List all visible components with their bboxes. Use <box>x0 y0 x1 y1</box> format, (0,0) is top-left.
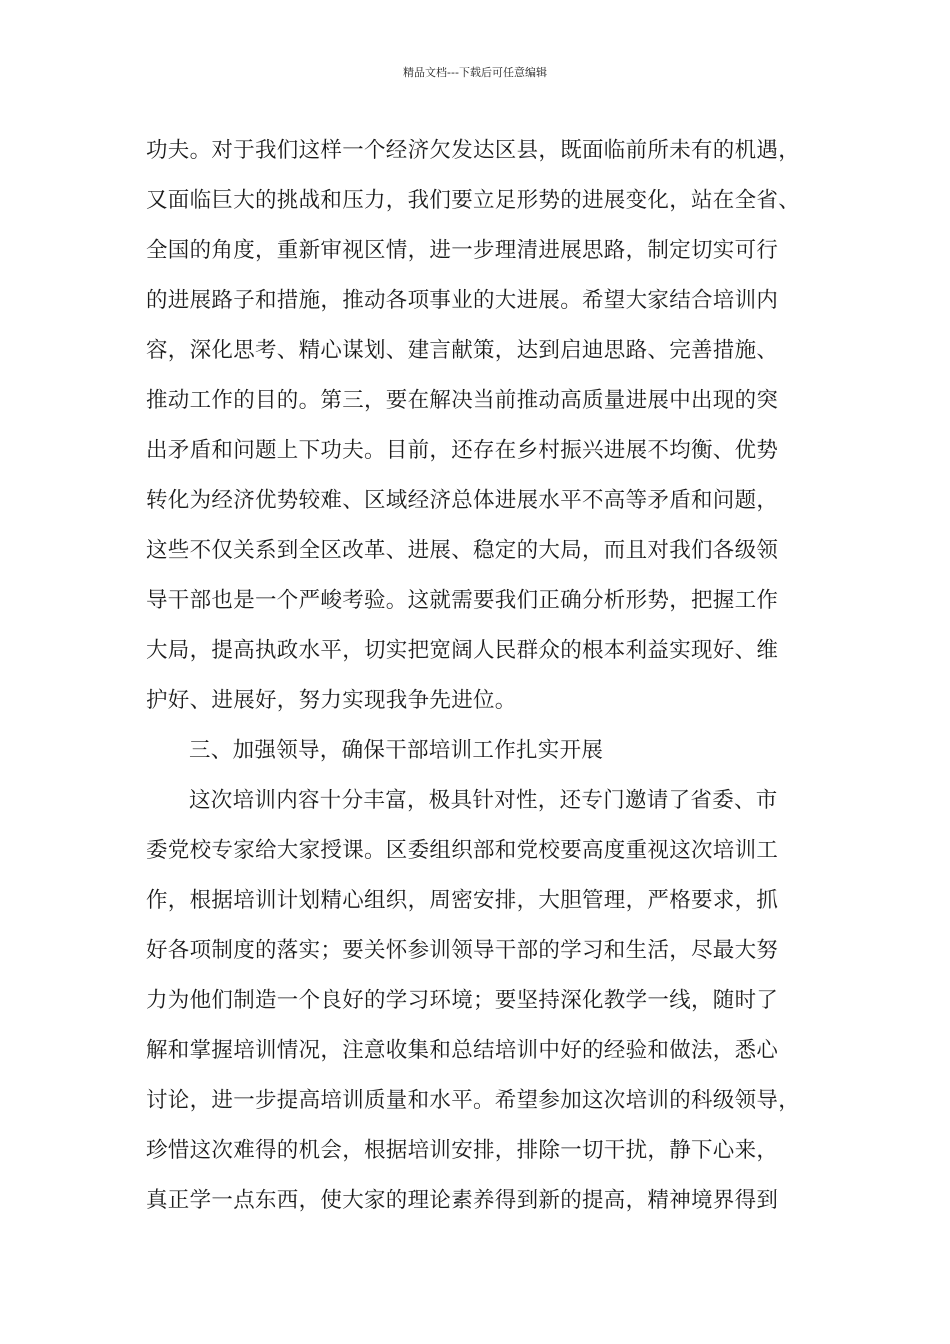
text-line: 的进展路子和措施，推动各项事业的大进展。希望大家结合培训内 <box>146 288 779 313</box>
text-line: 委党校专家给大家授课。区委组织部和党校要高度重视这次培训工 <box>146 838 779 863</box>
text-line: 又面临巨大的挑战和压力，我们要立足形势的进展变化，站在全省、 <box>146 188 801 213</box>
paragraph-first-line: 三、加强领导，确保干部培训工作扎实开展 <box>189 738 604 763</box>
text-line: 推动工作的目的。第三，要在解决当前推动高质量进展中出现的突 <box>146 388 779 413</box>
text-line: 出矛盾和问题上下功夫。目前，还存在乡村振兴进展不均衡、优势 <box>146 438 779 463</box>
text-line: 护好、进展好，努力实现我争先进位。 <box>146 688 517 713</box>
text-line: 转化为经济优势较难、区域经济总体进展水平不高等矛盾和问题， <box>146 488 779 513</box>
document-body <box>146 126 826 1226</box>
text-line: 力为他们制造一个良好的学习环境；要坚持深化教学一线，随时了 <box>146 988 779 1013</box>
text-line: 导干部也是一个严峻考验。这就需要我们正确分析形势，把握工作 <box>146 588 779 613</box>
text-line: 解和掌握培训情况，注意收集和总结培训中好的经验和做法，悉心 <box>146 1038 779 1063</box>
text-line: 大局，提高执政水平，切实把宽阔人民群众的根本利益实现好、维 <box>146 638 779 663</box>
text-line: 全国的角度，重新审视区情，进一步理清进展思路，制定切实可行 <box>146 238 779 263</box>
text-line: 这些不仅关系到全区改革、进展、稳定的大局，而且对我们各级领 <box>146 538 779 563</box>
text-line: 真正学一点东西，使大家的理论素养得到新的提高，精神境界得到 <box>146 1188 779 1213</box>
paragraph-first-line: 这次培训内容十分丰富，极具针对性，还专门邀请了省委、市 <box>189 788 778 813</box>
text-line: 珍惜这次难得的机会，根据培训安排，排除一切干扰，静下心来， <box>146 1138 779 1163</box>
text-line: 容，深化思考、精心谋划、建言献策，达到启迪思路、完善措施、 <box>146 338 779 363</box>
text-line: 作，根据培训计划精心组织，周密安排，大胆管理，严格要求，抓 <box>146 888 779 913</box>
text-line: 功夫。对于我们这样一个经济欠发达区县，既面临前所未有的机遇， <box>146 138 801 163</box>
text-line: 讨论，进一步提高培训质量和水平。希望参加这次培训的科级领导， <box>146 1088 801 1113</box>
text-line: 好各项制度的落实；要关怀参训领导干部的学习和生活，尽最大努 <box>146 938 779 963</box>
page-header: 精品文档---下载后可任意编辑 <box>403 66 547 79</box>
